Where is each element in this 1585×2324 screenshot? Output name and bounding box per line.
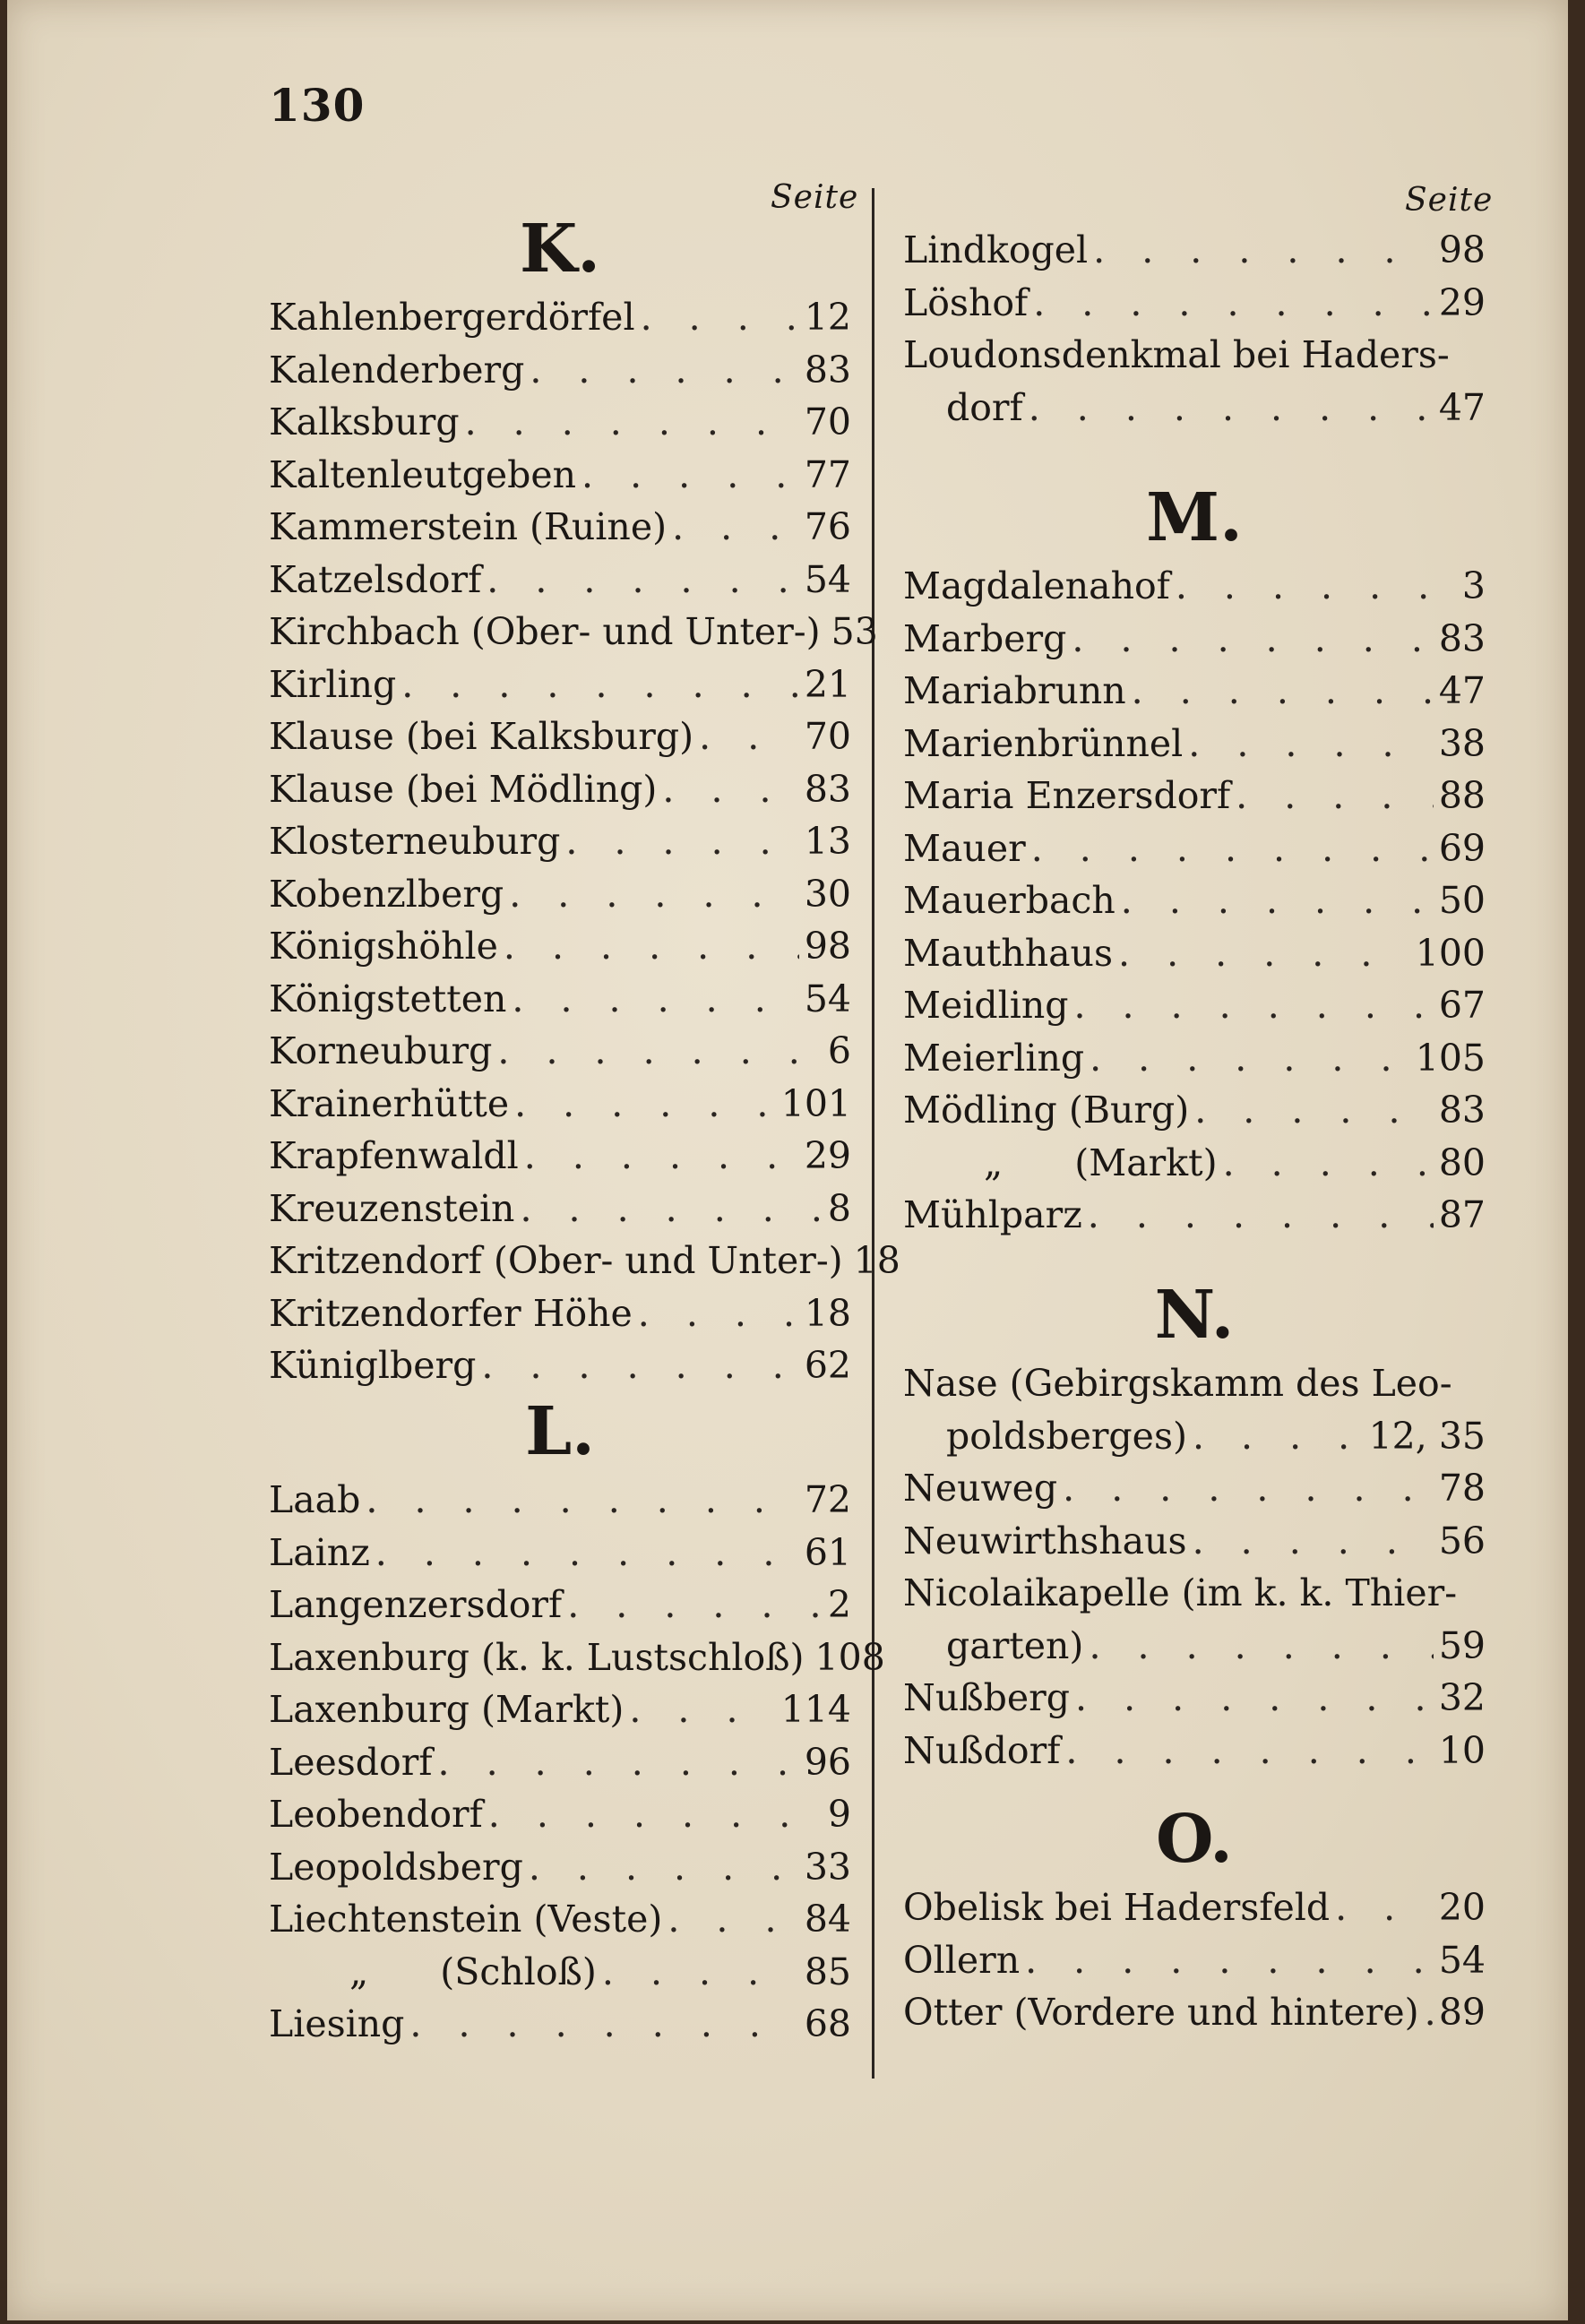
leader-dots — [1425, 1986, 1434, 2038]
section-letter-k: K. — [519, 211, 601, 288]
column-header-seite-left: Seite — [771, 179, 859, 216]
entry-page: 3 — [1461, 564, 1486, 607]
entry-name: Ollern — [903, 1938, 1021, 1982]
leader-dots — [565, 815, 798, 867]
entry-page: 98 — [804, 925, 851, 968]
entry-page: 2 — [827, 1583, 851, 1626]
leader-dots — [1335, 1881, 1434, 1933]
index-entry — [903, 1462, 1486, 1514]
entry-name: Kalksburg — [269, 400, 460, 443]
index-entry — [269, 1474, 851, 1526]
index-entry — [269, 291, 851, 343]
entry-name: Nußdorf — [903, 1728, 1061, 1772]
leader-dots — [1072, 613, 1433, 665]
entry-page: 50 — [1438, 879, 1486, 922]
leader-dots — [509, 868, 799, 920]
entry-name: Nicolaikapelle (im k. k. Thier- — [903, 1571, 1458, 1614]
entry-page: 54 — [1438, 1938, 1486, 1982]
leader-dots — [1176, 560, 1457, 612]
entry-name: Krainerhütte — [269, 1081, 510, 1125]
leader-dots — [1090, 1032, 1410, 1084]
index-entry — [903, 1189, 1486, 1241]
entry-name: Kaltenleutgeben — [269, 452, 577, 496]
leader-dots — [1075, 1672, 1434, 1724]
index-entry — [269, 1841, 851, 1893]
entry-page: 9 — [827, 1793, 851, 1836]
index-entry — [903, 329, 1486, 381]
index-entry — [269, 1130, 851, 1182]
entry-name: Langenzersdorf — [269, 1583, 563, 1626]
entry-page: 47 — [1438, 385, 1486, 429]
entry-page: 53 — [831, 610, 878, 653]
entry-page: 108 — [814, 1635, 885, 1679]
index-entry — [269, 815, 851, 867]
entry-page: 78 — [1438, 1467, 1486, 1510]
entry-name: Obelisk bei Hadersfeld — [903, 1886, 1331, 1929]
entry-page: 18 — [853, 1239, 900, 1282]
entry-name: Maria Enzersdorf — [903, 774, 1231, 817]
leader-dots — [602, 1946, 799, 1998]
entry-page: 98 — [1438, 228, 1486, 271]
index-entry — [269, 710, 851, 762]
entry-page: 6 — [827, 1029, 851, 1072]
index-entry — [903, 1620, 1486, 1672]
leader-dots — [1193, 1410, 1364, 1462]
leader-dots — [512, 973, 798, 1025]
entry-page: 72 — [804, 1478, 851, 1521]
leader-dots — [524, 1130, 799, 1182]
leader-dots — [1121, 874, 1434, 926]
entry-page: 67 — [1438, 984, 1486, 1027]
entry-name: Kritzendorf (Ober- und Unter-) — [269, 1239, 843, 1282]
entry-name: Neuweg — [903, 1467, 1058, 1510]
book-page — [7, 0, 1568, 2320]
index-entry — [269, 763, 851, 815]
leader-dots — [487, 554, 799, 606]
leader-dots — [366, 1474, 798, 1526]
index-entry — [903, 1137, 1486, 1189]
entry-page: 69 — [1438, 826, 1486, 870]
index-entry — [269, 920, 851, 972]
leader-dots — [638, 1287, 799, 1339]
entry-name: Marberg — [903, 616, 1067, 660]
index-entry — [269, 1025, 851, 1077]
index-entry — [903, 1672, 1486, 1724]
index-entry — [269, 1998, 851, 2050]
leader-dots — [662, 763, 798, 815]
leader-dots — [1073, 979, 1433, 1031]
leader-dots — [1188, 718, 1434, 770]
entry-name: Neuwirthshaus — [903, 1519, 1187, 1562]
entry-name: Laxenburg (Markt) — [269, 1688, 625, 1731]
entry-page: 38 — [1438, 721, 1486, 765]
index-entry — [903, 1410, 1486, 1462]
leader-dots — [497, 1025, 823, 1077]
entry-name: Laab — [269, 1478, 361, 1521]
leader-dots — [409, 1998, 798, 2050]
entry-page: 56 — [1438, 1519, 1486, 1562]
entry-name: Meidling — [903, 984, 1069, 1027]
entry-name: Mühlparz — [903, 1193, 1082, 1236]
entry-name: Königstetten — [269, 977, 507, 1020]
entry-page: 13 — [804, 820, 851, 863]
entry-name: Kirling — [269, 662, 397, 706]
entry-page: 12 — [804, 296, 851, 339]
leader-dots — [1223, 1137, 1434, 1189]
entry-name: Leopoldsberg — [269, 1845, 523, 1889]
entry-page: 18 — [804, 1291, 851, 1335]
entry-name: Marienbrünnel — [903, 721, 1184, 765]
entry-page: 88 — [1438, 774, 1486, 817]
leader-dots — [672, 501, 799, 553]
index-entry — [269, 344, 851, 396]
index-entry — [269, 1287, 851, 1339]
entry-name: dorf — [946, 385, 1023, 429]
entry-page: 83 — [804, 348, 851, 392]
index-entry — [269, 554, 851, 606]
leader-dots — [481, 1339, 798, 1391]
entry-name: Lindkogel — [903, 228, 1089, 271]
leader-dots — [375, 1527, 799, 1579]
entry-name: Liesing — [269, 2002, 405, 2045]
entry-name: Klosterneuburg — [269, 820, 561, 863]
index-entry — [903, 613, 1486, 665]
entry-page: 77 — [804, 452, 851, 496]
entry-name: Korneuburg — [269, 1029, 493, 1072]
entry-page: 80 — [1438, 1140, 1486, 1184]
index-entry — [903, 1032, 1486, 1084]
entry-name: Klause (bei Mödling) — [269, 767, 658, 811]
section-letter-l: L. — [525, 1393, 595, 1470]
leader-dots — [1193, 1515, 1434, 1567]
index-entry — [903, 718, 1486, 770]
entry-page: 83 — [804, 767, 851, 811]
entry-page: 21 — [804, 662, 851, 706]
leader-dots — [1031, 822, 1434, 874]
index-entry — [269, 1893, 851, 1945]
index-entry — [269, 1683, 851, 1735]
entry-page: 85 — [804, 1950, 851, 1993]
index-entry — [903, 382, 1486, 434]
index-entry — [269, 1183, 851, 1235]
index-entry — [269, 1631, 885, 1683]
index-entry — [903, 770, 1486, 822]
leader-dots — [641, 291, 799, 343]
index-entry — [903, 1934, 1486, 1986]
entry-name: Königshöhle — [269, 925, 498, 968]
entry-page: 83 — [1438, 616, 1486, 660]
ditto-mark: „ — [984, 1140, 1004, 1184]
entry-name: „ (Schloß) — [349, 1950, 597, 1993]
leader-dots — [1029, 382, 1434, 434]
index-entry — [903, 1986, 1486, 2038]
index-entry — [269, 1078, 851, 1130]
entry-page: 12, 35 — [1368, 1414, 1486, 1458]
index-entry — [903, 1725, 1486, 1777]
entry-name: garten) — [946, 1623, 1084, 1667]
entry-page: 70 — [804, 400, 851, 443]
entry-name: Mödling (Burg) — [903, 1089, 1190, 1132]
leader-dots — [529, 1841, 799, 1893]
index-entry — [903, 1515, 1486, 1567]
entry-name: Lainz — [269, 1530, 370, 1574]
index-entry — [269, 973, 851, 1025]
index-entry — [903, 1881, 1486, 1933]
leader-dots — [567, 1579, 823, 1631]
entry-page: 100 — [1415, 931, 1486, 975]
entry-page: 105 — [1415, 1036, 1486, 1080]
entry-name: Kahlenbergerdörfel — [269, 296, 635, 339]
entry-page: 83 — [1438, 1089, 1486, 1132]
entry-page: 87 — [1438, 1193, 1486, 1236]
entry-page: 29 — [1438, 280, 1486, 324]
index-entry — [903, 979, 1486, 1031]
section-letter-o: O. — [1156, 1801, 1233, 1878]
leader-dots — [1025, 1934, 1434, 1986]
column-header-seite-right: Seite — [1405, 182, 1494, 219]
leader-dots — [504, 920, 799, 972]
index-entry — [903, 874, 1486, 926]
leader-dots — [1033, 277, 1434, 329]
entry-page: 101 — [780, 1081, 851, 1125]
entry-name: Magdalenahof — [903, 564, 1170, 607]
index-entry — [269, 1527, 851, 1579]
index-entry — [903, 665, 1486, 717]
index-entry — [269, 1788, 851, 1840]
leader-dots — [1194, 1084, 1434, 1136]
leader-dots — [1063, 1462, 1434, 1514]
index-entry — [269, 606, 878, 658]
entry-page: 47 — [1438, 669, 1486, 712]
entry-name: Kalenderberg — [269, 348, 525, 392]
index-entry — [269, 449, 851, 501]
index-entry — [269, 1736, 851, 1788]
leader-dots — [699, 710, 799, 762]
entry-name: Kreuzenstein — [269, 1186, 515, 1230]
index-entry — [269, 868, 851, 920]
leader-dots — [401, 658, 799, 710]
entry-name: Liechtenstein (Veste) — [269, 1898, 663, 1941]
index-entry — [903, 927, 1486, 979]
index-entry — [269, 658, 851, 710]
index-entry — [903, 560, 1486, 612]
entry-name: Mauer — [903, 826, 1026, 870]
entry-name: „ (Markt) — [984, 1140, 1218, 1184]
index-entry — [269, 1339, 851, 1391]
index-entry — [269, 396, 851, 448]
entry-page: 30 — [804, 872, 851, 916]
entry-page: 10 — [1438, 1728, 1486, 1772]
entry-name: Kammerstein (Ruine) — [269, 505, 668, 548]
entry-page: 84 — [804, 1898, 851, 1941]
leader-dots — [1093, 224, 1434, 276]
index-entry — [903, 277, 1486, 329]
leader-dots — [1236, 770, 1434, 822]
leader-dots — [581, 449, 799, 501]
entry-page: 59 — [1438, 1623, 1486, 1667]
leader-dots — [488, 1788, 823, 1840]
index-entry — [903, 1567, 1486, 1619]
entry-name: Loudonsdenkmal bei Haders- — [903, 333, 1450, 376]
entry-page: 8 — [827, 1186, 851, 1230]
index-entry — [269, 1235, 900, 1287]
entry-name: Mauerbach — [903, 879, 1116, 922]
index-entry — [269, 1579, 851, 1631]
leader-dots — [1065, 1725, 1433, 1777]
leader-dots — [520, 1183, 822, 1235]
entry-page: 54 — [804, 557, 851, 601]
entry-name: Löshof — [903, 280, 1029, 324]
index-entry — [903, 822, 1486, 874]
entry-name: Nußberg — [903, 1676, 1071, 1719]
index-entry — [903, 1084, 1486, 1136]
column-divider — [872, 188, 874, 2079]
entry-name: Katzelsdorf — [269, 557, 482, 601]
leader-dots — [465, 396, 799, 448]
entry-page: 76 — [804, 505, 851, 548]
entry-name: Mauthhaus — [903, 931, 1114, 975]
entry-name: Küniglberg — [269, 1344, 477, 1387]
entry-name: Otter (Vordere und hintere) — [903, 1991, 1419, 2034]
leader-dots — [1132, 665, 1434, 717]
entry-page: 29 — [804, 1134, 851, 1177]
leader-dots — [438, 1736, 799, 1788]
entry-name: Klause (bei Kalksburg) — [269, 715, 694, 758]
index-entry — [903, 1357, 1486, 1409]
leader-dots — [1089, 1620, 1433, 1672]
leader-dots — [1118, 927, 1410, 979]
entry-name: Kirchbach (Ober- und Unter-) — [269, 610, 821, 653]
entry-name: Kobenzlberg — [269, 872, 504, 916]
entry-page: 33 — [804, 1845, 851, 1889]
entry-name: Mariabrunn — [903, 669, 1126, 712]
entry-page: 32 — [1438, 1676, 1486, 1719]
entry-name: Krapfenwaldl — [269, 1134, 519, 1177]
entry-name: Laxenburg (k. k. Lustschloß) — [269, 1635, 805, 1679]
entry-page: 20 — [1438, 1886, 1486, 1929]
entry-page: 70 — [804, 715, 851, 758]
entry-page: 62 — [804, 1344, 851, 1387]
entry-page: 96 — [804, 1740, 851, 1784]
ditto-mark: „ — [349, 1950, 369, 1993]
entry-page: 114 — [780, 1688, 851, 1731]
entry-page: 61 — [804, 1530, 851, 1574]
entry-page: 68 — [804, 2002, 851, 2045]
leader-dots — [629, 1683, 775, 1735]
section-letter-n: N. — [1154, 1277, 1235, 1354]
leader-dots — [1088, 1189, 1434, 1241]
entry-name: Leesdorf — [269, 1740, 433, 1784]
leader-dots — [530, 344, 799, 396]
entry-name: poldsberges) — [946, 1414, 1187, 1458]
section-letter-m: M. — [1146, 479, 1243, 556]
entry-name: Nase (Gebirgskamm des Leo- — [903, 1362, 1452, 1405]
page-number: 130 — [269, 79, 366, 132]
entry-page: 54 — [804, 977, 851, 1020]
entry-name: Meierling — [903, 1036, 1085, 1080]
index-entry — [903, 224, 1486, 276]
leader-dots — [514, 1078, 776, 1130]
entry-page: 89 — [1438, 1991, 1486, 2034]
entry-name: Leobendorf — [269, 1793, 483, 1836]
index-entry — [269, 1946, 851, 1998]
entry-name: Kritzendorfer Höhe — [269, 1291, 633, 1335]
index-entry — [269, 501, 851, 553]
leader-dots — [668, 1893, 798, 1945]
